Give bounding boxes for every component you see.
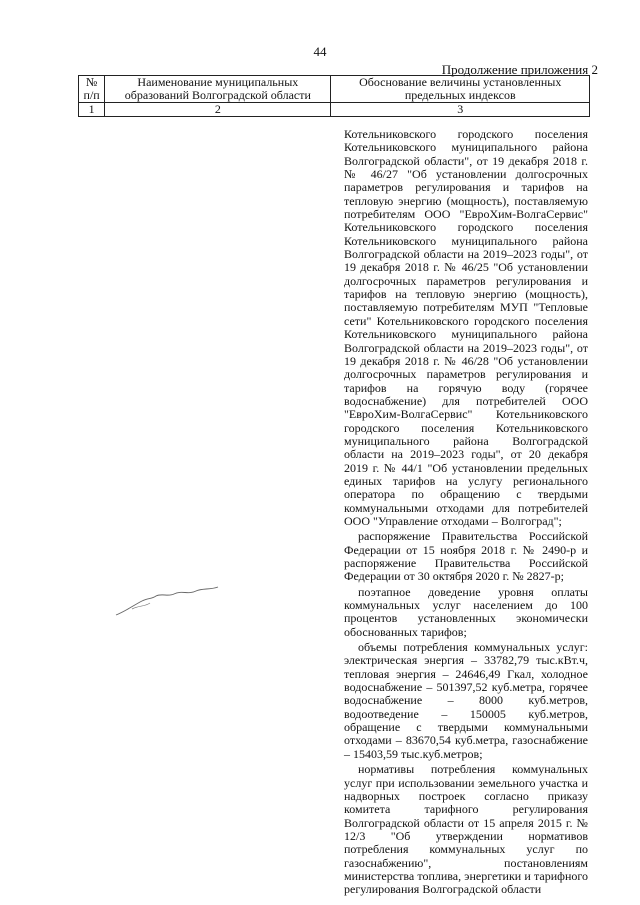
paragraph-consumption-norms: нормативы потребления коммунальных услуг при использовании земельного участка и надворных построек согласно приказу комитета тарифного регулирования Волгоградской области от 15 апреля 2015 г. № 12/3 "Об утверждении нормативов потребления коммунальных услуг по газоснабжению", постановлениям министерства топлива, энергетики и тарифного регулирования Волгоградской области <box>344 762 588 897</box>
justification-text <box>344 128 588 897</box>
appendix-table <box>78 75 590 117</box>
header-number: № п/п <box>79 76 105 103</box>
page-number: 44 <box>313 44 327 59</box>
header-municipality: Наименование муниципальных образований Волгоградской области <box>105 76 331 103</box>
table-header-row <box>79 76 590 103</box>
column-number-1: 1 <box>79 103 105 117</box>
table-number-row <box>79 103 590 117</box>
paragraph-payment-level: поэтапное доведение уровня оплаты коммунальных услуг населением до 100 процентов установленных экономически обоснованных тарифов; <box>344 584 588 639</box>
continuation-label: Продолжение приложения 2 <box>441 62 598 77</box>
column-number-2: 2 <box>105 103 331 117</box>
handwritten-signature <box>112 585 222 620</box>
header-justification: Обоснование величины установленных предельных индексов <box>331 76 590 103</box>
paragraph-consumption-volumes: объемы потребления коммунальных услуг: электрическая энергия – 33782,79 тыс.кВт.ч, тепловая энергия – 24646,49 Гкал, холодное водоснабжение – 501397,52 куб.метра, горячее водоснабжение – 8000 куб.метров, водоотведение – 150005 куб.метров, обращение с твердыми коммунальными отходами – 83670,54 куб.метра, газоснабжение – 15403,59 тыс.куб.метров; <box>344 640 588 761</box>
paragraph-resolutions: Котельниковского городского поселения Котельниковского муниципального района Волгоградской области", от 19 декабря 2018 г. № 46/27 "Об установлении долгосрочных параметров регулирования и тарифов на тепловую энергию (мощность), поставляемую потребителям ООО "ЕвроХим-ВолгаСервис" Котельниковского городского поселения Котельниковского муниципального района Волгоградской области на 2019–2023 годы", от 19 декабря 2018 г. № 46/25 "Об установлении долгосрочных параметров регулирования и тарифов на тепловую энергию (мощность), поставляемую потребителям МУП "Тепловые сети" Котельниковского городского поселения Котельниковского муниципального района Волгоградской области на 2019–2023 годы", от 19 декабря 2018 г. № 46/28 "Об установлении долгосрочных параметров регулирования и тарифов на горячую воду (горячее водоснабжение) для потребителей ООО "ЕвроХим-ВолгаСервис" Котельниковского городского поселения Котельниковского муниципального района Волгоградской области на 2019–2023 годы", от 20 декабря 2019 г. № 44/1 "Об установлении предельных единых тарифов на услугу регионального оператора по обращению с твердыми коммунальными отходами для потребителей ООО "Управление отходами – Волгоград"; <box>344 127 588 528</box>
column-number-3: 3 <box>331 103 590 117</box>
paragraph-government-orders: распоряжение Правительства Российской Федерации от 15 ноября 2018 г. № 2490-р и распоряжение Правительства Российской Федерации от 30 октября 2020 г. № 2827-р; <box>344 529 588 584</box>
